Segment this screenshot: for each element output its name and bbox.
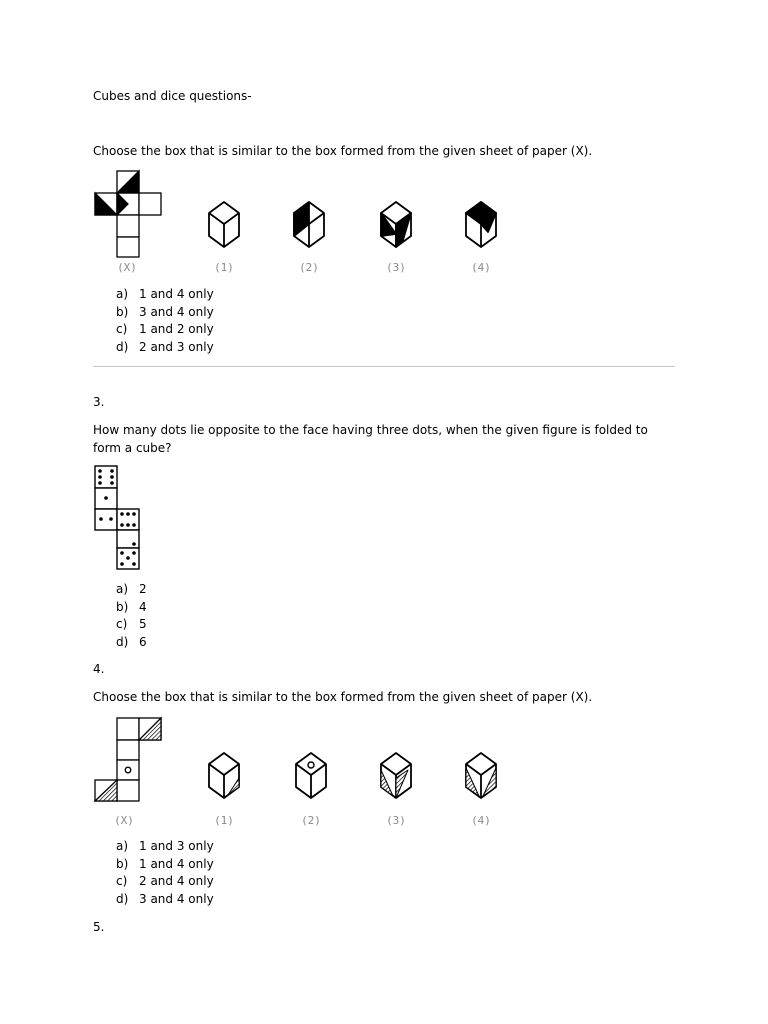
list-item: d) 3 and 4 only xyxy=(116,892,214,907)
q4-caption-3: (3) xyxy=(386,814,406,827)
list-item: b) 4 xyxy=(116,599,147,614)
q4-prompt: Choose the box that is similar to the box formed from the given sheet of paper (X). xyxy=(93,690,593,704)
list-item: c) 1 and 2 only xyxy=(116,322,214,337)
q4-options xyxy=(116,838,214,909)
q4-cube-2 xyxy=(296,753,326,798)
list-item: a) 1 and 4 only xyxy=(116,287,214,301)
q3-prompt: How many dots lie opposite to the face having three dots, when the given figure is folded to form a cube? xyxy=(93,423,648,455)
q4-cube-1 xyxy=(209,753,239,798)
document-title: Cubes and dice questions- xyxy=(93,89,252,103)
list-item: d) 6 xyxy=(116,635,147,650)
q4-caption-2: (2) xyxy=(301,814,321,827)
list-item: b) 1 and 4 only xyxy=(116,856,214,871)
q5-number: 5. xyxy=(93,920,105,934)
q4-caption-x: (X) xyxy=(114,814,134,827)
q2-prompt: Choose the box that is similar to the box formed from the given sheet of paper (X). xyxy=(93,144,593,158)
q4-caption-1: (1) xyxy=(214,814,234,827)
list-item: a) 1 and 3 only xyxy=(116,839,214,853)
q2-caption-x: (X) xyxy=(117,261,137,274)
q2-caption-3: (3) xyxy=(386,261,406,274)
list-item: c) 5 xyxy=(116,617,147,632)
q4-net-x xyxy=(95,718,161,801)
list-item: c) 2 and 4 only xyxy=(116,874,214,889)
list-item: b) 3 and 4 only xyxy=(116,304,214,319)
q4-caption-4: (4) xyxy=(471,814,491,827)
q2-caption-1: (1) xyxy=(214,261,234,274)
q2-caption-4: (4) xyxy=(471,261,491,274)
list-item: a) 2 xyxy=(116,582,147,596)
q3-number: 3. xyxy=(93,395,105,409)
q4-cube-4 xyxy=(466,753,496,798)
q4-number: 4. xyxy=(93,662,105,676)
q2-caption-2: (2) xyxy=(299,261,319,274)
list-item: d) 2 and 3 only xyxy=(116,340,214,355)
q4-cube-3 xyxy=(381,753,411,798)
